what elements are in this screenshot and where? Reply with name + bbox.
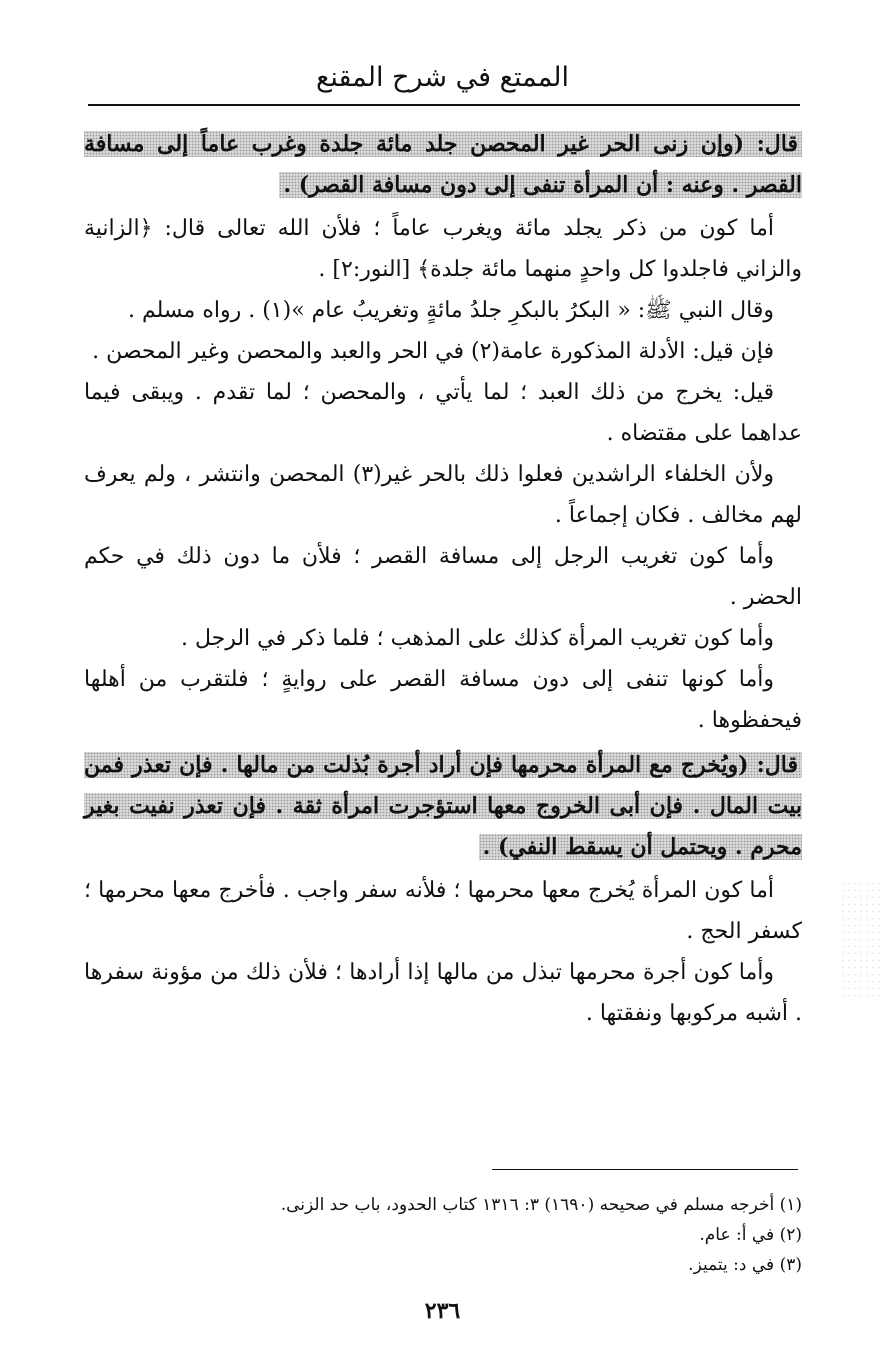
footnote-2: (٢) في أ: عام. [699,1225,802,1245]
main-text [84,124,802,1034]
footnote-rule [492,1169,798,1170]
commentary-paragraph: وأما كون تغريب المرأة كذلك على المذهب ؛ فلما ذكر في الرجل . [180,626,774,651]
commentary-paragraph: قيل: يخرج من ذلك العبد ؛ لما يأتي ، والمحصن ؛ لما تقدم . ويبقى فيما عداهما على مقتضاه . [84,380,802,446]
commentary-paragraph: فإن قيل: الأدلة المذكورة عامة(٢) في الحر والعبد والمحصن وغير المحصن . [92,339,774,364]
matn-paragraph-1 [84,124,802,206]
footnotes [84,1190,802,1280]
commentary-paragraph: أما كون من ذكر يجلد مائة ويغرب عاماً ؛ فلأن الله تعالى قال: ﴿الزانية والزاني فاجلدوا كل واحدٍ منهما مائة جلدة﴾ [النور:٢] . [84,216,802,282]
scan-speckle [840,880,880,1000]
commentary-paragraph: أما كون المرأة يُخرج معها محرمها ؛ فلأنه سفر واجب . فأخرج معها محرمها ؛ كسفر الحج . [84,878,802,944]
footnote-3: (٣) في د: يتميز. [688,1255,802,1275]
commentary-paragraph: وأما كون تغريب الرجل إلى مسافة القصر ؛ فلأن ما دون ذلك في حكم الحضر . [84,544,802,610]
matn-paragraph-2 [84,745,802,868]
matn-text-2: قال: (ويُخرج مع المرأة محرمها فإن أراد أجرة بُذلت من مالها . فإن تعذر فمن بيت المال . فإن أبى الخروج معها استؤجرت امرأة ثقة . فإن تعذر نفيت بغير محرم . ويحتمل أن يسقط النفي) . [84,752,802,860]
commentary-paragraph: وأما كونها تنفى إلى دون مسافة القصر على روايةٍ ؛ فلتقرب من أهلها فيحفظوها . [84,667,802,733]
commentary-paragraph: وقال النبي ﷺ: « البكرُ بالبكرِ جلدُ مائةٍ وتغريبُ عام »(١) . رواه مسلم . [128,298,774,323]
running-header-title: الممتع في شرح المقنع [315,62,570,93]
footnote-1: (١) أخرجه مسلم في صحيحه (١٦٩٠) ٣: ١٣١٦ كتاب الحدود، باب حد الزنى. [280,1195,802,1215]
matn-text-1: قال: (وإن زنى الحر غير المحصن جلد مائة جلدة وغرب عاماً إلى مسافة القصر . وعنه : أن المرأة تنفى إلى دون مسافة القصر) . [84,131,802,198]
commentary-paragraph: ولأن الخلفاء الراشدين فعلوا ذلك بالحر غير(٣) المحصن وانتشر ، ولم يعرف لهم مخالف . فكان إجماعاً . [84,462,802,528]
header-rule [88,104,800,106]
commentary-paragraph: وأما كون أجرة محرمها تبذل من مالها إذا أرادها ؛ فلأن ذلك من مؤونة سفرها . أشبه مركوبها ونفقتها . [84,960,802,1026]
page-number: ٢٣٦ [424,1298,461,1324]
